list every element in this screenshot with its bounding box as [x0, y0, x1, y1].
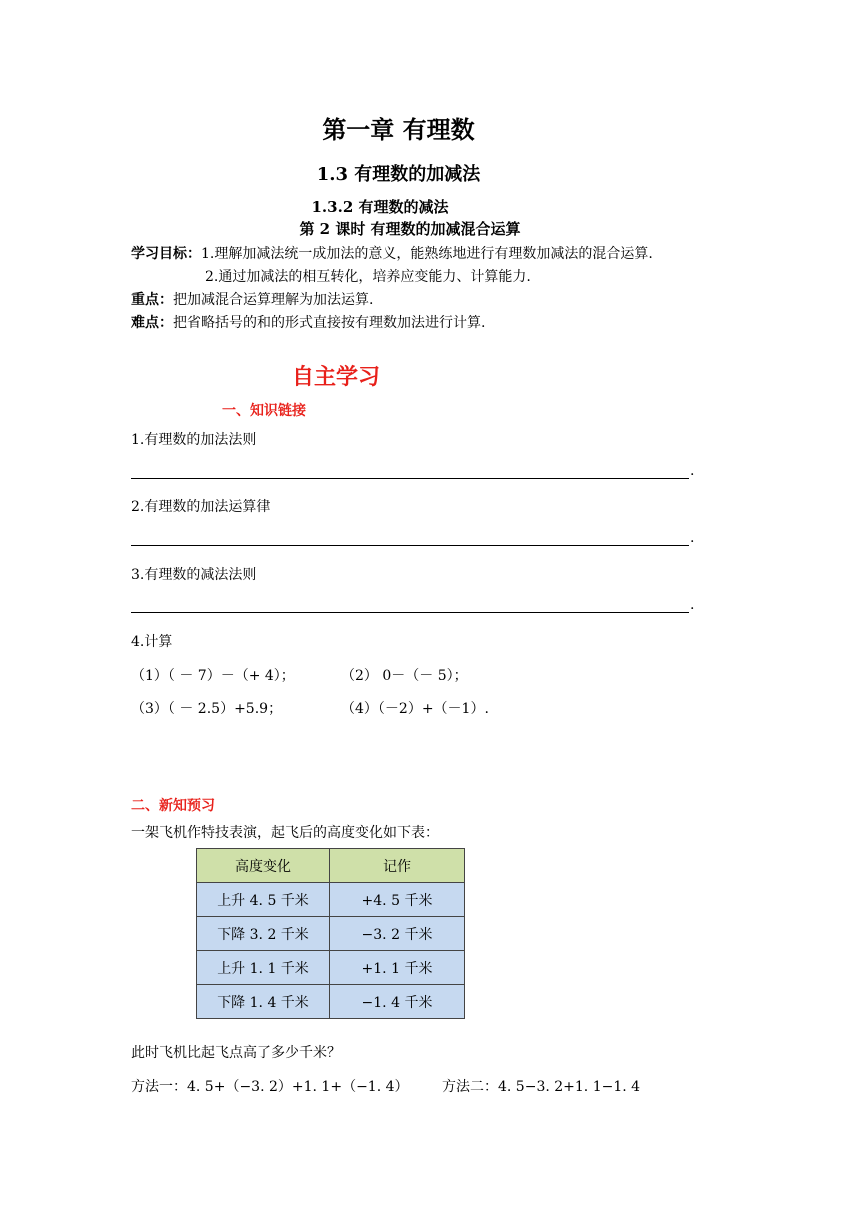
table-cell: −3. 2 千米 — [330, 917, 465, 951]
calc-item-4: （4）（－2）+（－1）. — [341, 701, 489, 717]
height-change-table — [196, 848, 465, 1019]
objective-item-2: 2.通过加减法的相互转化，培养应变能力、计算能力. — [205, 269, 531, 285]
table-header-row — [197, 849, 465, 883]
method-two: 方法二：4. 5−3. 2+1. 1−1. 4 — [442, 1079, 641, 1095]
question-3: 3.有理数的减法法则 — [131, 567, 257, 583]
table-row — [197, 883, 465, 917]
answer-line-3-period: . — [690, 597, 695, 613]
objectives-label: 学习目标： — [131, 246, 201, 262]
table-row — [197, 917, 465, 951]
answer-line-3[interactable] — [131, 612, 689, 613]
table-cell: 下降 1. 4 千米 — [197, 985, 330, 1019]
key-point — [131, 289, 373, 309]
answer-line-2-period: . — [690, 530, 695, 546]
difficulty-label: 难点： — [131, 315, 173, 331]
question-2: 2.有理数的加法运算律 — [131, 499, 271, 515]
answer-line-2[interactable] — [131, 545, 689, 546]
table-header-cell: 记作 — [330, 849, 465, 883]
difficulty — [131, 312, 485, 332]
height-question: 此时飞机比起飞点高了多少千米？ — [131, 1045, 341, 1061]
table-cell: 上升 1. 1 千米 — [197, 951, 330, 985]
objectives-line-1 — [131, 243, 653, 263]
calc-item-3: （3）（ － 2.5）+5.9； — [131, 701, 283, 717]
self-study-title: 自主学习 — [292, 364, 381, 390]
calc-item-2: （2） 0－（－ 5）； — [341, 668, 468, 684]
difficulty-text: 把省略括号的和的形式直接按有理数加法进行计算. — [173, 315, 486, 331]
objective-item-1: 1.理解加减法统一成加法的意义，能熟练地进行有理数加减法的混合运算. — [201, 246, 653, 262]
answer-line-1[interactable] — [131, 478, 689, 479]
question-4: 4.计算 — [131, 634, 173, 650]
calc-item-1: （1）（ － 7）－（+ 4）； — [131, 668, 295, 684]
table-cell: +4. 5 千米 — [330, 883, 465, 917]
question-1: 1.有理数的加法法则 — [131, 432, 257, 448]
table-cell: 上升 4. 5 千米 — [197, 883, 330, 917]
subsection-title: 1.3.2 有理数的减法 — [311, 198, 449, 216]
method-one: 方法一：4. 5+（−3. 2）+1. 1+（−1. 4） — [131, 1079, 409, 1095]
table-cell: +1. 1 千米 — [330, 951, 465, 985]
table-cell: 下降 3. 2 千米 — [197, 917, 330, 951]
chapter-title: 第一章 有理数 — [322, 115, 475, 144]
section-title: 1.3 有理数的加减法 — [316, 164, 481, 185]
new-knowledge-heading: 二、新知预习 — [131, 798, 215, 814]
table-cell: −1. 4 千米 — [330, 985, 465, 1019]
table-header-cell: 高度变化 — [197, 849, 330, 883]
lesson-title: 第 2 课时 有理数的加减混合运算 — [299, 220, 521, 238]
key-point-text: 把加减混合运算理解为加法运算. — [173, 292, 374, 308]
answer-line-1-period: . — [690, 463, 695, 479]
knowledge-link-heading: 一、知识链接 — [222, 403, 306, 419]
table-row — [197, 985, 465, 1019]
key-point-label: 重点： — [131, 292, 173, 308]
table-row — [197, 951, 465, 985]
preview-intro: 一架飞机作特技表演，起飞后的高度变化如下表： — [131, 825, 439, 841]
